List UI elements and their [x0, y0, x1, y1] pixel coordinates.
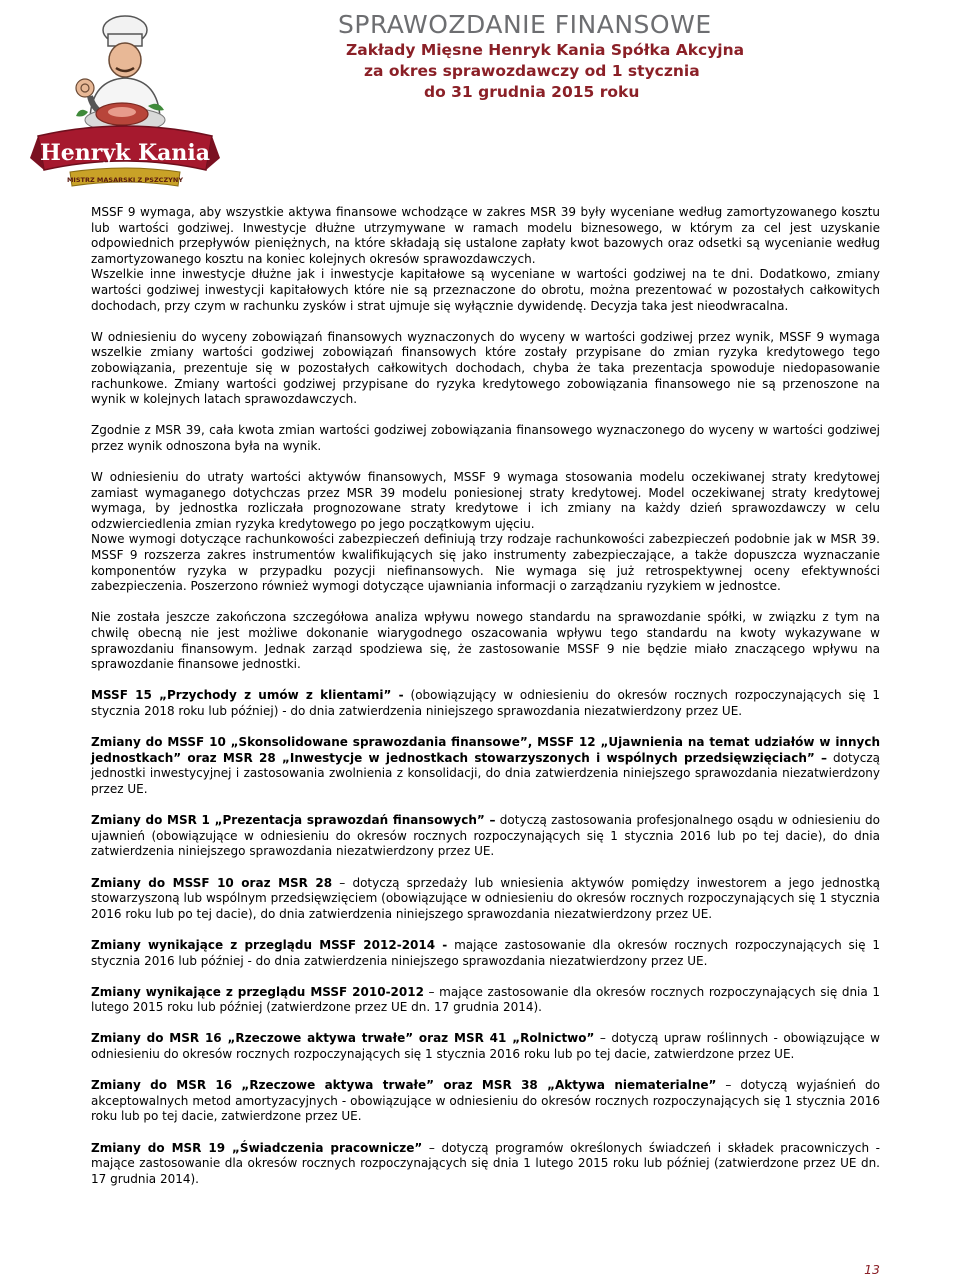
logo-name-text: Henryk Kania [39, 140, 211, 166]
logo-tagline-text: MISTRZ MASARSKI Z PSZCZYNY [66, 176, 184, 184]
standard-review-2010-2012 [91, 985, 880, 1016]
standard-title: Zmiany do MSSF 10 „Skonsolidowane sprawozdania finansowe”, MSSF 12 „Ujawnienia na temat udziałów w innych jednostkach” oraz MSR 28 „Inwestycje w jednostkach stowarzyszonych i wspólnych przedsięwzięciach” – [91, 735, 880, 765]
standard-title: Zmiany do MSR 19 „Świadczenia pracownicze” [91, 1140, 423, 1155]
standard-title: Zmiany wynikające z przeglądu MSSF 2010-2012 [91, 984, 424, 999]
standard-description: – dotyczą wyjaśnień do akceptowalnych metod amortyzacyjnych - obowiązujące w odniesieniu do okresów rocznych rozpoczynających się 1 stycznia 2016 roku lub po tej dacie, zatwierdzone przez UE. [91, 1078, 881, 1124]
standard-mssf10-msr28 [91, 876, 880, 923]
standard-msr19 [91, 1141, 880, 1188]
period-line-2: do 31 grudnia 2015 roku [424, 83, 640, 101]
paragraph-mssf9-other-investments: Wszelkie inne inwestycje dłużne jak i inwestycje kapitałowe są wyceniane w wartości godziwej na te dni. Dodatkowo, zmiany wartości godziwej inwestycji kapitałowych które nie są przeznaczone do obrotu, można prezentować w pozostałych całkowitych dochodach, przy czym w rachunku zysków i strat ujmuje się wyłącznie dywidendę. Decyzja taka jest nieodwracalna. [91, 267, 880, 313]
standard-title: Zmiany do MSSF 10 oraz MSR 28 [91, 875, 333, 890]
report-title-block [338, 10, 744, 103]
paragraph-msr39: Zgodnie z MSR 39, cała kwota zmian wartości godziwej zobowiązania finansowego wyznaczonego do wyceny w wartości godziwej przez wynik odnoszona była na wynik. [91, 423, 880, 453]
document-body [91, 205, 880, 1187]
paragraph-mssf9-liabilities: W odniesieniu do wyceny zobowiązań finansowych wyznaczonych do wyceny w wartości godziwej przez wynik, MSSF 9 wymaga wszelkie zmiany wartości godziwej zobowiązań finansowych które zostały przypisane do zmian ryzyka kredytowego tego zobowiązania, prezentuje się w pozostałych całkowitych dochodach, chyba że taka prezentacja spowoduje niedopasowanie rachunkowe. Zmiany wartości godziwej przypisane do ryzyka kredytowego zobowiązania finansowego nie są przenoszone na wynik w kolejnych latach sprawozdawczych. [91, 329, 880, 407]
page-number: 13 [864, 1262, 880, 1277]
report-title: SPRAWOZDANIE FINANSOWE [338, 10, 712, 39]
standard-description: – dotyczą programów określonych świadczeń i składek pracowniczych - mające zastosowanie dla okresów rocznych rozpoczynających się dnia 1 lutego 2015 roku lub później (zatwierdzone przez UE dn. 17 grudnia 2014). [91, 1140, 880, 1186]
paragraph-impact-analysis: Nie została jeszcze zakończona szczegółowa analiza wpływu nowego standardu na sprawozdanie spółki, w związku z tym na chwilę obecną nie jest możliwe dokonanie wiarygodnego oszacowania wpływu tego standardu na kwoty wykazywane w sprawozdaniu finansowym. Jednak zarząd spodziewa się, że zastosowanie MSSF 9 nie będzie miało znaczącego wpływu na sprawozdanie finansowe jednostki. [91, 610, 880, 672]
standard-description: dotyczą jednostki inwestycyjnej i zastosowania zwolnienia z konsolidacji, do dnia zatwierdzenia niniejszego sprawozdania niezatwierdzony przez UE. [91, 750, 880, 796]
standard-title: Zmiany do MSR 1 „Prezentacja sprawozdań finansowych” – [91, 813, 496, 828]
standard-description: (obowiązujący w odniesieniu do okresów rocznych rozpoczynających się 1 stycznia 2018 roku lub później) - do dnia zatwierdzenia niniejszego sprawozdania niezatwierdzony przez UE. [91, 688, 880, 718]
henryk-kania-logo-icon [30, 8, 220, 193]
standard-description: – dotyczą sprzedaży lub wniesienia aktywów pomiędzy inwestorem a jego jednostką stowarzyszoną lub wspólnym przedsięwzięciem (obowiązujące w odniesieniu do okresów rocznych rozpoczynających się 1 stycznia 2016 roku lub po tej dacie), do dnia zatwierdzenia niniejszego sprawozdania niezatwierdzony przez UE. [91, 875, 880, 921]
paragraph-mssf9-classification: MSSF 9 wymaga, aby wszystkie aktywa finansowe wchodzące w zakres MSR 39 były wyceniane według zamortyzowanego kosztu lub wartości godziwej. Inwestycje dłużne utrzymywane w ramach modelu biznesowego, w którym za cel jest uzyskanie odpowiednich przepływów pieniężnych, na które składają się ustalone zapłaty kwot bazowych oraz odsetki są wycenianie według zamortyzowanego kosztu na koniec kolejnych okresów sprawozdawczych. [91, 205, 880, 266]
standard-mssf15 [91, 688, 880, 719]
paragraph-impairment: W odniesieniu do utraty wartości aktywów finansowych, MSSF 9 wymaga stosowania modelu oczekiwanej straty kredytowej zamiast wymaganego dotychczas przez MSR 39 modelu poniesionej straty kredytowej. Model oczekiwanej straty kredytowej wymaga, by jednostka rozliczała prognozowane straty kredytowe i ich zmiany na każdy dzień sprawozdawczy w celu odzwierciedlenia zmian ryzyka kredytowego po jego początkowym ujęciu. [91, 470, 880, 531]
standard-title: Zmiany do MSR 16 „Rzeczowe aktywa trwałe” oraz MSR 38 „Aktywa niematerialne” [91, 1078, 717, 1093]
paragraph-hedge-accounting: Nowe wymogi dotyczące rachunkowości zabezpieczeń definiują trzy rodzaje rachunkowości zabezpieczeń podobnie jak w MSR 39. MSSF 9 rozszerza zakres instrumentów kwalifikujących się jako instrumenty zabezpieczające, a także dopuszcza wyznaczanie komponentów ryzyka w przypadku pozycji niefinansowych. Nie wymaga się już retrospektywnej oceny efektywności zabezpieczenia. Poszerzono również wymogi dotyczące ujawniania informacji o zarządzaniu ryzykiem w jednostce. [91, 532, 880, 594]
standard-title: Zmiany do MSR 16 „Rzeczowe aktywa trwałe” oraz MSR 41 „Rolnictwo” [91, 1031, 595, 1046]
standard-title: Zmiany wynikające z przeglądu MSSF 2012-2014 - [91, 937, 448, 952]
standard-description: mające zastosowanie dla okresów rocznych rozpoczynających się 1 stycznia 2016 lub później - do dnia zatwierdzenia niniejszego sprawozdania niezatwierdzony przez UE. [91, 937, 880, 968]
standard-msr16-msr38 [91, 1078, 880, 1125]
standard-review-2012-2014 [91, 938, 880, 969]
period-line-1: za okres sprawozdawczy od 1 stycznia [364, 62, 700, 80]
standard-description: dotyczą zastosowania profesjonalnego osądu w odniesieniu do ujawnień (obowiązujące w odniesieniu do okresów rocznych rozpoczynających się 1 stycznia 2016 lub po tej dacie), do dnia zatwierdzenia niniejszego sprawozdania niezatwierdzony przez UE. [91, 813, 880, 859]
standard-msr16-msr41 [91, 1031, 880, 1062]
company-name: Zakłady Mięsne Henryk Kania Spółka Akcyjna [346, 41, 745, 59]
standard-msr1 [91, 813, 880, 860]
standard-description: – dotyczą upraw roślinnych - obowiązujące w odniesieniu do okresów rocznych rozpoczynających się 1 stycznia 2016 roku lub po tej dacie, zatwierdzone przez UE. [91, 1031, 881, 1062]
page-header [0, 0, 960, 195]
standard-mssf10-12-msr28 [91, 735, 880, 797]
standard-title: MSSF 15 „Przychody z umów z klientami” - [91, 688, 404, 703]
standard-description: – mające zastosowanie dla okresów rocznych rozpoczynających się dnia 1 lutego 2015 roku lub później (zatwierdzone przez UE dn. 17 grudnia 2014). [91, 984, 880, 1015]
